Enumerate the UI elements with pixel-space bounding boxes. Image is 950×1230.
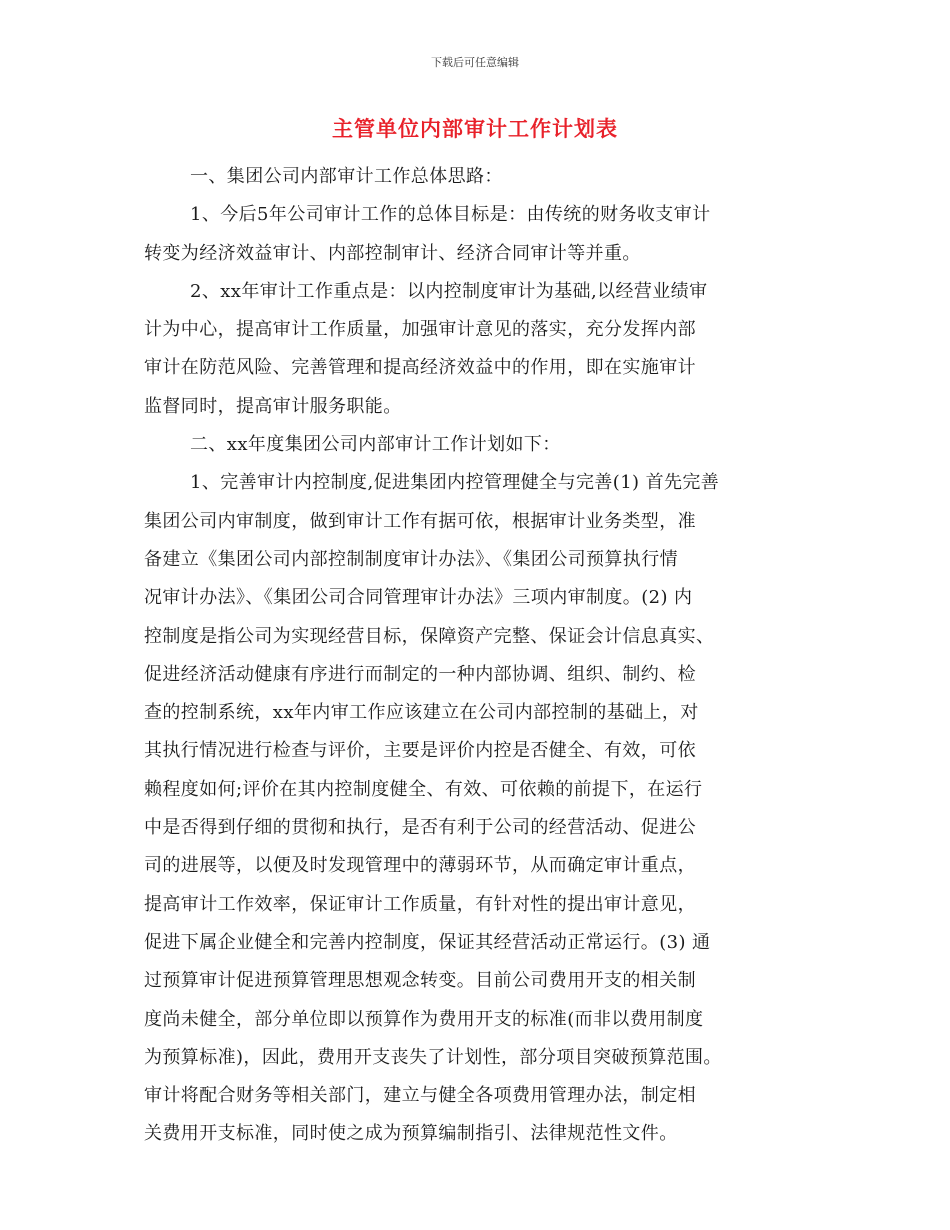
body-text-line: 查的控制系统，xx年内审工作应该建立在公司内部控制的基础上，对 bbox=[144, 702, 699, 724]
body-text-line: 促进下属企业健全和完善内控制度，保证其经营活动正常运行。(3) 通 bbox=[144, 931, 711, 953]
body-text-line: 一、集团公司内部审计工作总体思路： bbox=[190, 166, 503, 187]
body-text-line: 控制度是指公司为实现经营目标，保障资产完整、保证会计信息真实、 bbox=[144, 625, 715, 647]
body-text-line: 过预算审计促进预算管理思想观念转变。目前公司费用开支的相关制 bbox=[144, 970, 696, 992]
body-text-line: 1、今后5年公司审计工作的总体目标是：由传统的财务收支审计 bbox=[190, 204, 711, 226]
body-text-line: 为预算标准)，因此，费用开支丧失了计划性，部分项目突破预算范围。 bbox=[144, 1046, 722, 1068]
body-text-line: 关费用开支标准，同时使之成为预算编制指引、法律规范性文件。 bbox=[144, 1123, 678, 1145]
body-text-line: 1、完善审计内控制度,促进集团内控管理健全与完善(1) 首先完善 bbox=[190, 472, 720, 494]
body-text-line: 促进经济活动健康有序进行而制定的一种内部协调、组织、制约、检 bbox=[144, 663, 696, 685]
body-text-line: 度尚未健全，部分单位即以预算作为费用开支的标准(而非以费用制度 bbox=[144, 1008, 704, 1030]
body-text-line: 备建立《集团公司内部控制制度审计办法》、《集团公司预算执行情 bbox=[144, 548, 678, 570]
body-text-line: 审计在防范风险、完善管理和提高经济效益中的作用，即在实施审计 bbox=[144, 357, 696, 379]
body-text-line: 司的进展等，以便及时发现管理中的薄弱环节，从而确定审计重点， bbox=[144, 855, 696, 877]
body-text-line: 转变为经济效益审计、内部控制审计、经济合同审计等并重。 bbox=[144, 242, 641, 264]
body-text-line: 审计将配合财务等相关部门，建立与健全各项费用管理办法，制定相 bbox=[144, 1085, 696, 1107]
body-text-line: 其执行情况进行检查与评价，主要是评价内控是否健全、有效，可依 bbox=[144, 740, 696, 762]
body-text-line: 中是否得到仔细的贯彻和执行，是否有利于公司的经营活动、促进公 bbox=[144, 817, 696, 839]
body-text-line: 2、xx年审计工作重点是：以内控制度审计为基础,以经营业绩审 bbox=[190, 280, 708, 302]
body-text-line: 二、xx年度集团公司内部审计工作计划如下： bbox=[190, 434, 561, 456]
page-header-note: 下载后可任意编辑 bbox=[431, 56, 519, 69]
body-text-line: 况审计办法》、《集团公司合同管理审计办法》三项内审制度。(2) 内 bbox=[144, 587, 693, 609]
document-body bbox=[144, 158, 816, 1154]
body-text-line: 集团公司内审制度，做到审计工作有据可依，根据审计业务类型，准 bbox=[144, 510, 696, 532]
body-text-line: 提高审计工作效率，保证审计工作质量，有针对性的提出审计意见， bbox=[144, 893, 696, 915]
document-title: 主管单位内部审计工作计划表 bbox=[332, 117, 618, 141]
body-text-line: 监督同时，提高审计服务职能。 bbox=[144, 395, 402, 417]
body-text-line: 赖程度如何;评价在其内控制度健全、有效、可依赖的前提下，在运行 bbox=[144, 778, 703, 800]
body-text-line: 计为中心，提高审计工作质量，加强审计意见的落实，充分发挥内部 bbox=[144, 319, 696, 341]
